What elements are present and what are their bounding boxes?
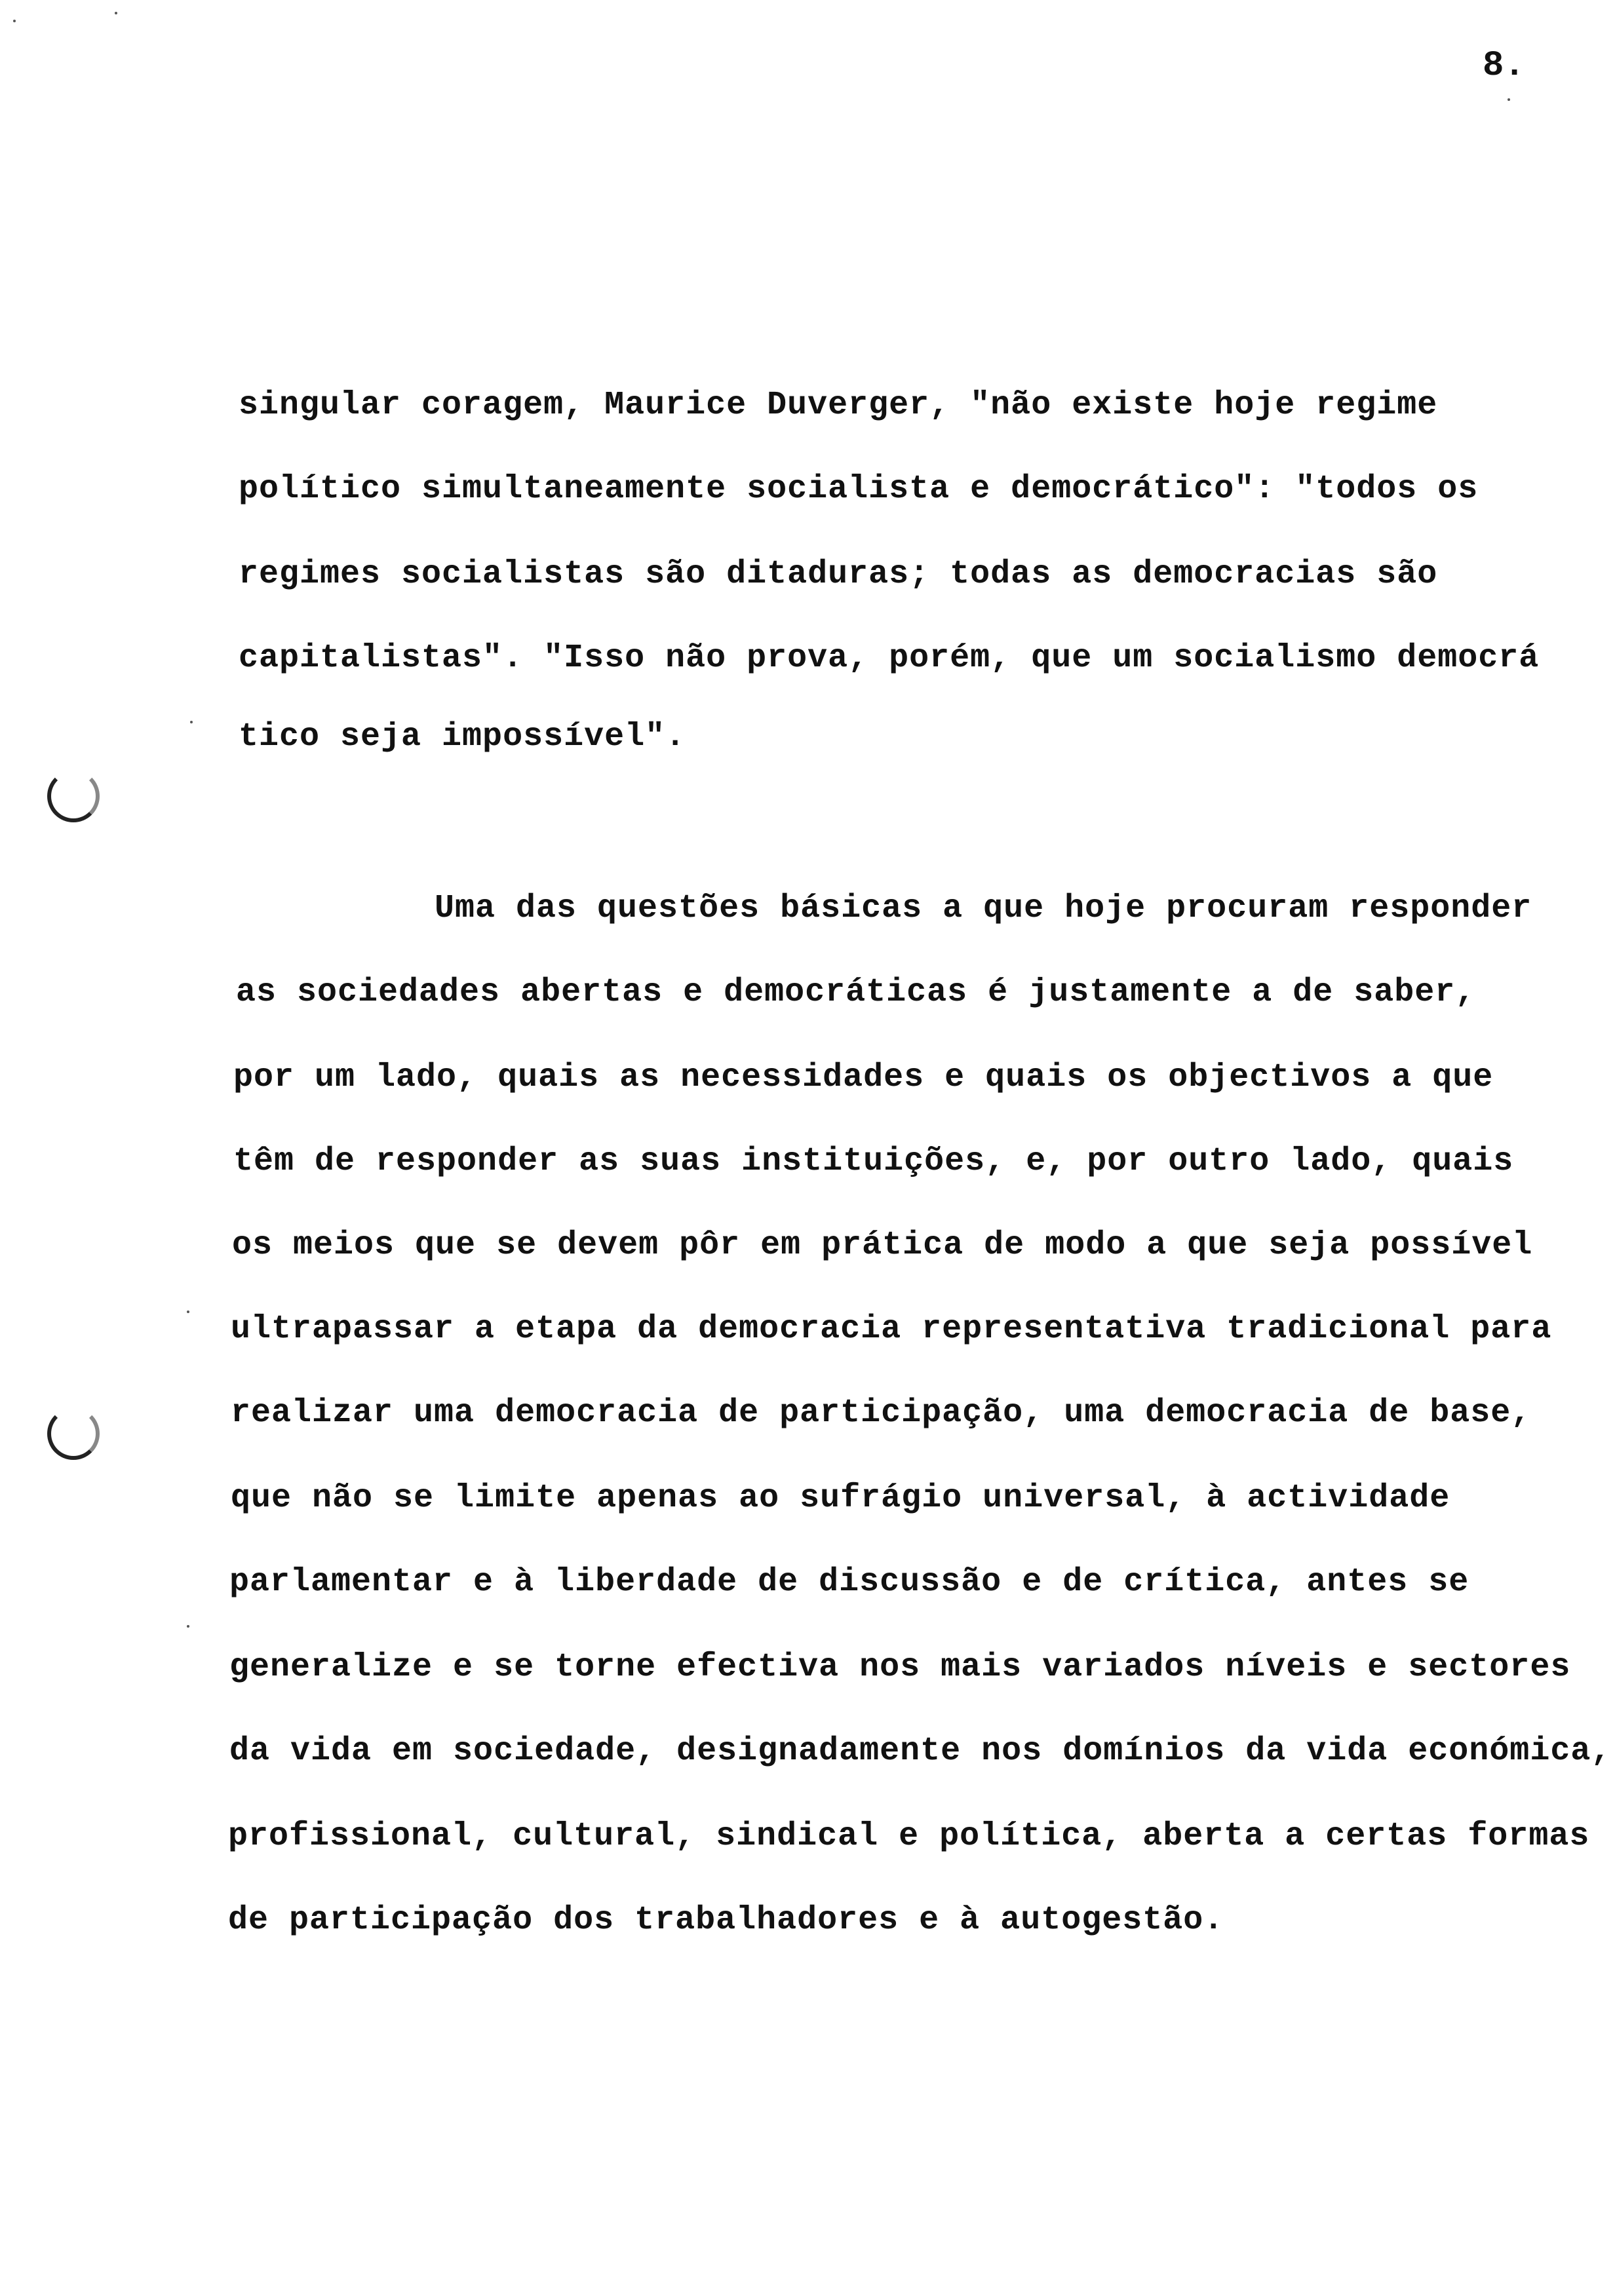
text-line: profissional, cultural, sindical e política, aberta a certas formas [228,1818,1590,1855]
text-line: ultrapassar a etapa da democracia representativa tradicional para [231,1311,1552,1348]
text-line: parlamentar e à liberdade de discussão e de crítica, antes se [229,1563,1469,1601]
scan-speck [190,721,193,723]
text-line: Uma das questões básicas a que hoje procuram responder [435,890,1532,927]
text-line: realizar uma democracia de participação, uma democracia de base, [231,1394,1532,1432]
binder-hole-top [47,770,100,822]
text-line: generalize e se torne efectiva nos mais variados níveis e sectores [229,1649,1571,1686]
text-line: por um lado, quais as necessidades e quais os objectivos a que [233,1059,1494,1096]
page-number: 8. [1483,46,1525,86]
scan-speck [13,20,16,22]
text-line: político simultaneamente socialista e democrático": "todos os [239,470,1479,508]
scan-speck [187,1311,189,1313]
text-line: que não se limite apenas ao sufrágio universal, à actividade [231,1480,1450,1517]
text-line: capitalistas". "Isso não prova, porém, que um socialismo democrá [239,640,1540,677]
text-line: os meios que se devem pôr em prática de modo a que seja possível [232,1227,1533,1264]
text-line: regimes socialistas são ditaduras; todas as democracias são [239,556,1438,593]
scan-speck [1508,98,1510,101]
text-line: as sociedades abertas e democráticas é justamente a de saber, [236,974,1476,1011]
binder-hole-bottom [47,1407,100,1460]
text-line: da vida em sociedade, designadamente nos domínios da vida económica, [229,1732,1612,1770]
text-line: tico seja impossível". [239,718,686,756]
scan-speck [115,12,117,14]
text-line: de participação dos trabalhadores e à autogestão. [228,1902,1224,1939]
text-line: singular coragem, Maurice Duverger, "não existe hoje regime [239,387,1438,424]
text-line: têm de responder as suas instituições, e, por outro lado, quais [233,1143,1514,1180]
scan-speck [187,1625,189,1628]
